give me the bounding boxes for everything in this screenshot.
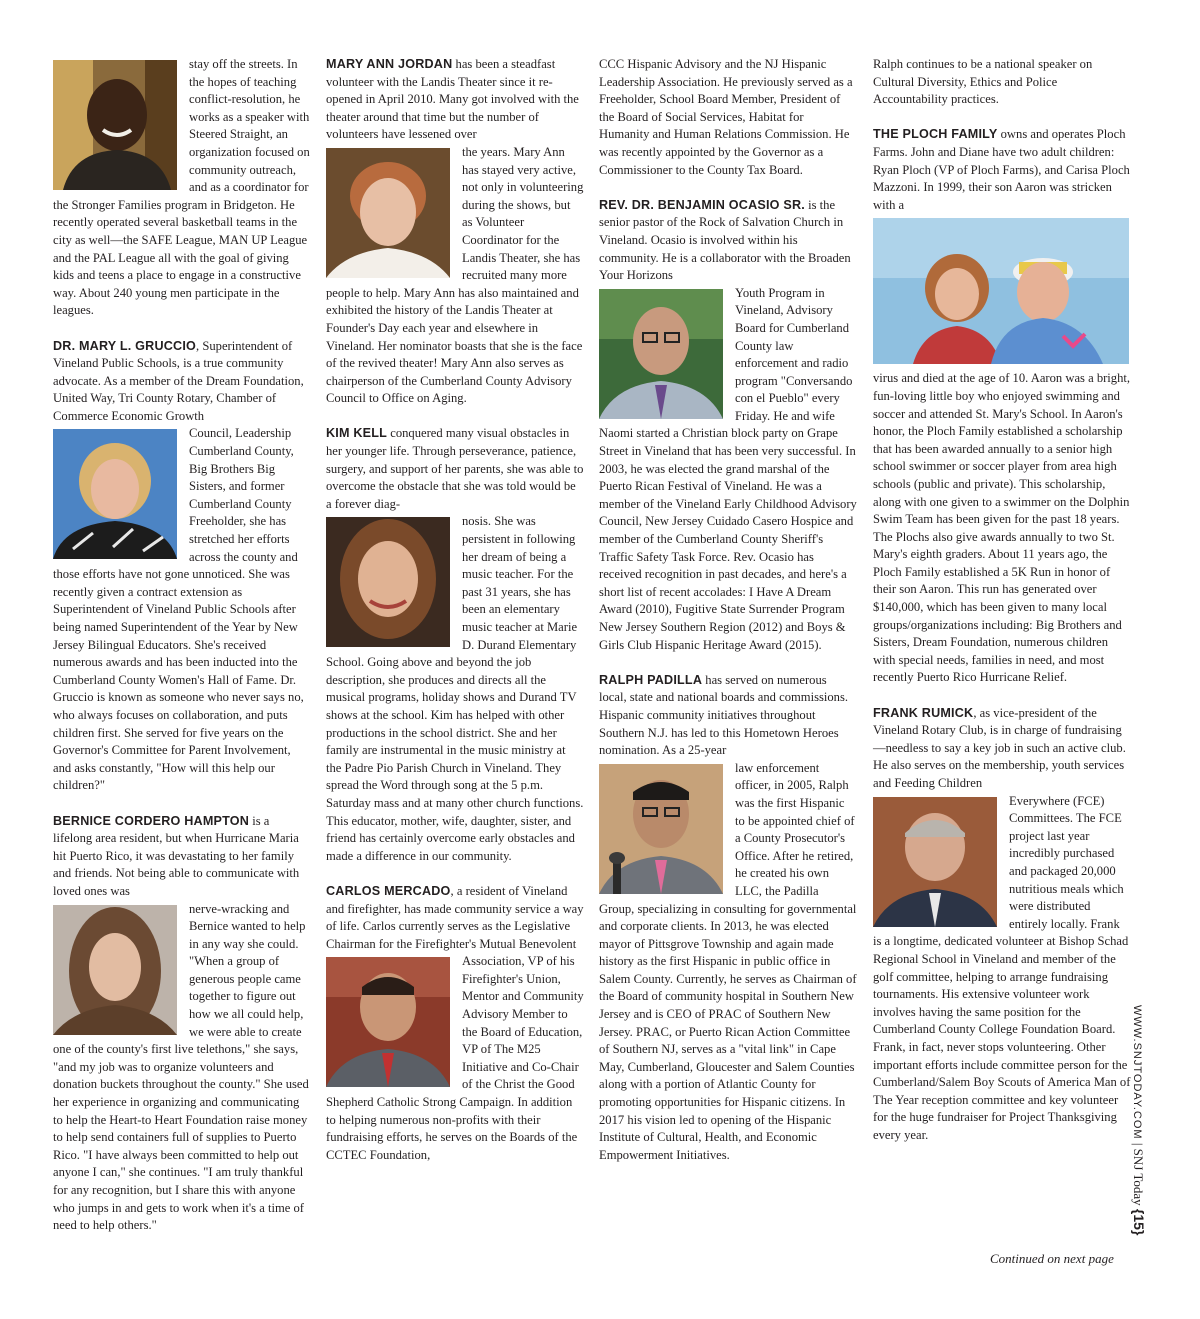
entry-text: the years. Mary Ann has stayed very active, not only in volunteering during the shows, but as Volunteer Coordinator for the Landis Theater, she has recruited many more people to help. Mary Ann has also maintained and exhibited the history of the Landis Theater at Founder's Day each year and elsewhere in Vineland. Her nominator boasts that she is the face of the revived theater! Mary Ann also serves as chairperson of the Cumberland County Advisory Council to Office on Aging. xyxy=(326,144,584,406)
entry-name: CARLOS MERCADO xyxy=(326,883,451,898)
entry-name: RALPH PADILLA xyxy=(599,672,703,687)
entry-mary-gruccio xyxy=(53,338,311,795)
entry-text-intro: is the senior pastor of the Rock of Salvation Church in Vineland. Ocasio is involved within his community. He is a collaborator with the Broaden Your Horizons xyxy=(599,197,851,283)
entry-text: Ralph continues to be a national speaker on Cultural Diversity, Ethics and Police Accountability practices. xyxy=(873,57,1093,107)
portrait-man-glasses xyxy=(599,289,723,419)
entry-text-intro: has served on numerous local, state and national boards and commissions. Hispanic community initiatives throughout Southern N.J. has led to this Hometown Heroes nomination. As a 25-year xyxy=(599,672,849,758)
portrait-woman-blonde xyxy=(53,429,177,559)
entry-frank-rumick xyxy=(873,705,1131,1145)
entry-name: FRANK RUMICK xyxy=(873,705,974,720)
entry-ralph-padilla-continued xyxy=(873,56,1131,109)
entry-name: DR. MARY L. GRUCCIO xyxy=(53,338,197,353)
padilla-photo xyxy=(599,764,723,894)
column-4 xyxy=(873,56,1131,1162)
entry-text: nerve-wracking and Bernice wanted to help in any way she could. "When a group of generous people came together to figure out how we all could help, we were able to create one of the county's first live telethons," she says, "and my job was to organize volunteers and donation buckets throughout the county." She used her experience in organizing and communicating to help the Heart-to Heart Foundation raise money to help send containers full of supplies to Puerto Rico. "I have always been committed to help out anyone I can," she continues. "I am truly thankful for any recognition, but I share this with anyone who jumps in and gets to work when it's a time of need to help others." xyxy=(53,901,309,1233)
column-3 xyxy=(599,56,857,1182)
entry-text-intro: owns and operates Ploch Farms. John and Diane have two adult children: Ryan Ploch (VP of Ploch Farms), and Carisa Ploch Mazzoni. In 1999, their son Aaron was stricken with a xyxy=(873,127,1130,212)
portrait-woman-brunette xyxy=(326,517,450,647)
portrait-man-suit xyxy=(326,957,450,1087)
jordan-photo xyxy=(326,148,450,278)
photo-couple-outdoors xyxy=(873,218,1129,364)
rumick-photo xyxy=(873,797,997,927)
entry-text-intro: , as vice-president of the Vineland Rotary Club, is in charge of fundraising—needless to say a key job in such an active club. He also serves on the membership, youth services and Feeding Children xyxy=(873,705,1126,790)
gruccio-photo xyxy=(53,429,177,559)
folio-page-number: {15} xyxy=(1131,1208,1147,1236)
entry-text: Council, Leadership Cumberland County, Big Brothers Big Sisters, and former Cumberland County Freeholder, she has stretched her efforts across the county and those efforts have not gone unnoticed. She was recently given a contract extension as Superintendent of Vineland Public Schools after being named Superintendent of the Year by New Jersey Bilingual Educators. She's received numerous awards and has been inducted into the Cumberland County Women's Hall of Fame. Dr. Gruccio is known as someone who never says no, who always focuses on collaboration, and puts children first. She served for five years on the Governor's Committee for Parent Involvement, and asks constantly, "How will this help our children?" xyxy=(53,426,304,793)
entry-name: MARY ANN JORDAN xyxy=(326,57,453,71)
entry-text: stay off the streets. In the hopes of teaching conflict-resolution, he works as a speaker with Steered Straight, an organization focused on community outreach, and as a coordinator for the Stronger Families program in Bridgeton. He recently operated several basketball teams in the city as well—the SAFE League, MAN UP League and the PAL League all with the goal of giving kids and teens a place to engage in a constructive way. About 240 young men participate in the leagues. xyxy=(53,57,310,318)
portrait-photo xyxy=(53,60,177,190)
folio-url: WWW.SNJTODAY.COM xyxy=(1131,1005,1143,1140)
entry-text: CCC Hispanic Advisory and the NJ Hispanic Leadership Association. He previously served as a Freeholder, School Board Member, President of the Board of Social Services, Habitat for Humanity and Human Relations Commission. He was recently appointed by the Governor as a Commissioner to the County Tax Board. xyxy=(599,57,853,177)
continued-note: Continued on next page xyxy=(990,1251,1114,1266)
kell-photo xyxy=(326,517,450,647)
portrait-woman-long-hair xyxy=(53,905,177,1035)
entry-text-intro: conquered many visual obstacles in her younger life. Through perseverance, patience, surgery, and support of her parents, she was able to overcome the obstacle that she was told would be a forever diag- xyxy=(326,426,584,511)
ocasio-photo xyxy=(599,289,723,419)
entry-text-intro: , a resident of Vineland and firefighter, has made community service a way of life. Carlos currently serves as the Legislative Chairman for the Firefighter's Mutual Benevolent xyxy=(326,883,584,951)
page-folio xyxy=(1126,1005,1152,1275)
entry-text: nosis. She was persistent in following her dream of being a music teacher. For the past 31 years, she has been an elementary music teacher at Marie D. Durand Elementary School. Going above and beyond the job description, she produces and directs all the musical programs, holiday shows and Durand TV shows at the school. Kim has helped with other productions in the school district. She and her family are instrumental in the music ministry at the Padre Pio Parish Church in Vineland. They spread the Word through song at the 5 p.m. Saturday mass and at many other church functions. This educator, mother, wife, daughter, sister, and friend has certainly overcome early obstacles and made a difference in our community. xyxy=(326,514,584,863)
ploch-family-photo xyxy=(873,218,1129,364)
entry-kim-kell xyxy=(326,425,584,865)
entry-text: Youth Program in Vineland, Advisory Board for Cumberland County law enforcement and radio program "Conversando con el Pueblo" every Friday. He and wife Naomi started a Christian block party on Grape Street in Vineland that has been very successful. In 2003, he was elected the grand marshal of the Puerto Rican Festival of Vineland. He was a member of the Vineland Early Childhood Advisory Council, New Jersey Cuidado Casero Hospice and member of the Cumberland County Sheriff's Traffic Safety Task Force. Rev. Ocasio has received recognition in past decades, and here's a short list of recent accolades: I Have A Dream Award (2010), Fugitive State Surrender Program New Jersey Southern Region (2012) and Boys & Girls Club Hispanic Heritage Award (2015). xyxy=(599,285,857,652)
entry-name: REV. DR. BENJAMIN OCASIO SR. xyxy=(599,197,805,212)
portrait-man-gray-hair xyxy=(873,797,997,927)
entry-carlos-mercado-continued xyxy=(599,56,857,179)
column-2 xyxy=(326,56,584,1182)
entry-text-intro: has been a steadfast volunteer with the Landis Theater since it re-opened in April 2010. Many got involved with the theater around that time but the number of volunteers have lessened over xyxy=(326,57,579,142)
folio-separator: | xyxy=(1131,1142,1146,1146)
folio-publication: SNJ Today xyxy=(1131,1148,1146,1206)
entry-text: law enforcement officer, in 2005, Ralph was the first Hispanic to be appointed chief of a County Prosecutor's Office. After he retired, he created his own LLC, the Padilla Group, specializing in consulting for governmental and corporate clients. In 2013, he was elected mayor of Pittsgrove Township and again made history as the first Hispanic in public office in Salem County. Currently, he serves as Chairman of the Board of community hospital in Southern New Jersey and is CEO of PRAC of Southern New Jersey. PRAC, or Puerto Rican Action Committee of Southern NJ, serves as a "vital link" in Cape May, Cumberland, Gloucester and Salem Counties along with a portion of Atlantic County for promoting opportunities for Hispanic citizens. In 2017 his vision led to opening of the Hispanic Institute of Cultural, Health, and Economic Empowerment Initiatives. xyxy=(599,760,857,1162)
entry-text: virus and died at the age of 10. Aaron was a bright, fun-loving little boy who enjoyed swimming and soccer and attended St. Mary's School. In Aaron's honor, the Ploch Family established a scholarship that has been awarded annually to a senior high school swimmer or soccer player from area high schools (public and private). This scholarship, along with one given to a swimmer on the Dolphin Swim Team has been given for the past 18 years. The Plochs also give awards annually to two St. Mary's eighth graders. About 11 years ago, the Ploch Family established a 5K Run in honor of their son Aaron. This run has generated over $140,000, which has been given to many local groups/organizations including: Big Brothers and Sisters, Dream Foundation, numerous children with special needs, families in need, and most recently Puerto Rico Hurricane Relief. xyxy=(873,371,1131,685)
mercado-photo xyxy=(326,957,450,1087)
entry-text: Association, VP of his Firefighter's Union, Mentor and Community Advisory Member to the Board of Education, VP of The M25 Initiative and Co-Chair of the Christ the Good Shepherd Catholic Strong Campaign. In addition to helping numerous non-profits with their fundraising efforts, he serves on the Boards of the CCTEC Foundation, xyxy=(326,954,584,1162)
portrait-older-woman xyxy=(326,148,450,278)
entry-name: THE PLOCH FAMILY xyxy=(873,127,998,142)
entry-text: Everywhere (FCE) Committees. The FCE project last year incredibly purchased and packaged 20,000 nutritious meals which were distributed entirely locally. Frank is a longtime, dedicated volunteer at Bishop Schad Regional School in Vineland and member of the golf committee, helping to arrange fundraising tournaments. His extensive volunteer work involves having the same position for the Cumberland County College Foundation Board. Frank, in fact, never stops volunteering. Other important efforts include committee person for the Cumberland/Salem Boy Scouts of America Man of The Year reception committee and key volunteer for the huge fundraiser for Project Thanksgiving every year. xyxy=(873,793,1131,1142)
portrait-man-microphone xyxy=(599,764,723,894)
entry-ploch-family xyxy=(873,126,1131,687)
entry-name: BERNICE CORDERO HAMPTON xyxy=(53,813,250,828)
entry-text-intro: is a lifelong area resident, but when Hurricane Maria hit Puerto Rico, it was devastating to her family and friends. Not being able to communicate with loved ones was xyxy=(53,813,300,898)
entry-coordinator xyxy=(53,56,311,320)
entry-text-intro: , Superintendent of Vineland Public Schools, is a true community advocate. As a member of the Dream Foundation, United Way, Tri County Rotary, Chamber of Commerce Economic Growth xyxy=(53,338,304,423)
hampton-photo xyxy=(53,905,177,1035)
entry-name: KIM KELL xyxy=(326,426,388,441)
column-1 xyxy=(53,56,311,1252)
entry-mary-ann-jordan xyxy=(326,56,584,408)
entry-bernice-hampton xyxy=(53,813,311,1235)
entry-benjamin-ocasio xyxy=(599,197,857,654)
entry-ralph-padilla xyxy=(599,672,857,1165)
portrait-man-dark-shirt xyxy=(53,60,177,190)
entry-carlos-mercado xyxy=(326,883,584,1165)
